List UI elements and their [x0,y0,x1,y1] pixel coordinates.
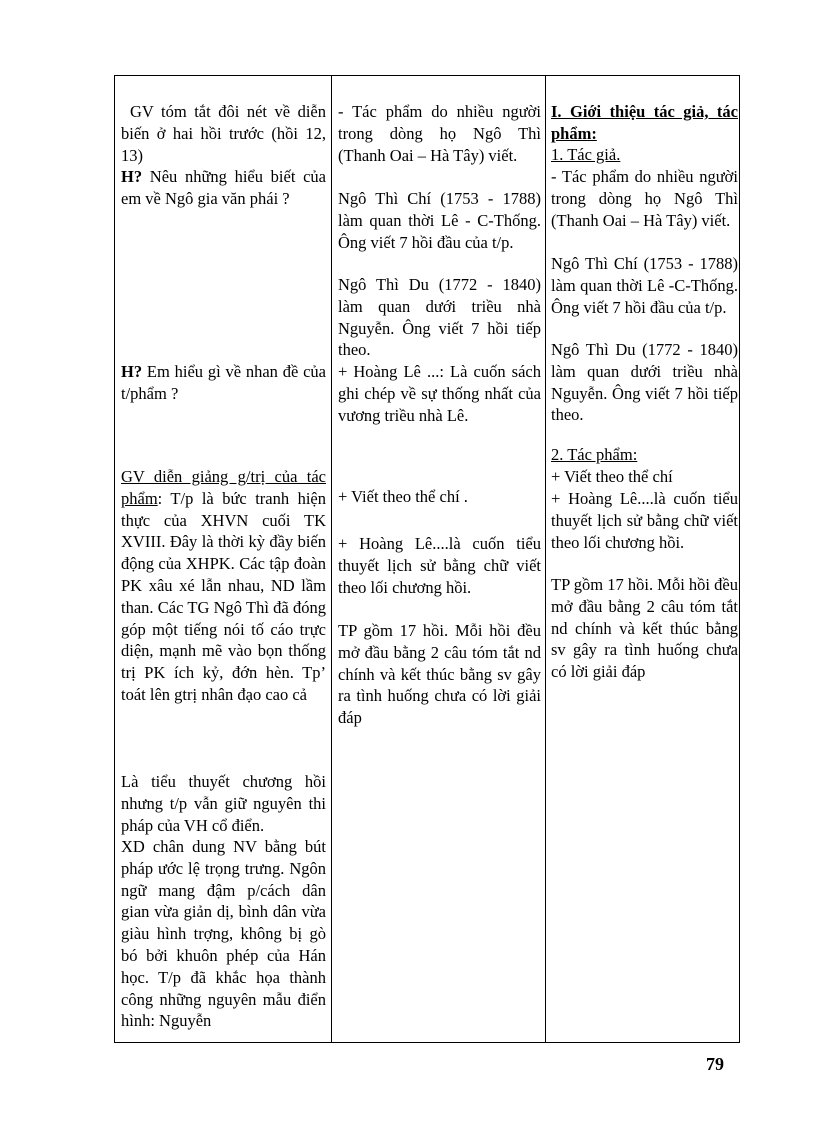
novel-description: + Hoàng Lê....là cuốn tiểu thuyết lịch sử bằng chữ viết theo lối chương hồi. [338,534,541,597]
style-paragraph: Là tiểu thuyết chương hồi nhưng t/p vẫn giữ nguyên thi pháp của VH cổ điển. [121,772,326,835]
lesson-table [114,75,740,1043]
author-ngo-thi-chi: Ngô Thì Chí (1753 - 1788) làm quan thời Lê - C-Thống. Ông viết 7 hồi đầu của t/p. [338,189,541,252]
question-title: H? Em hiểu gì về nhan đề của t/phẩm ? [121,362,326,403]
genre: + Viết theo thể chí [551,467,673,486]
author-intro: - Tác phẩm do nhiều người trong dòng họ Ngô Thì (Thanh Oai – Hà Tây) viết. [551,167,738,230]
subheading-author: 1. Tác giả. [551,145,621,164]
lecture-title: GV diễn giảng g/trị của tác phẩm [121,467,326,508]
teacher-summary: GV tóm tắt đôi nét về diễn biến ở hai hồi trước (hồi 12, 13) [121,102,326,165]
author-intro: - Tác phẩm do nhiều người trong dòng họ Ngô Thì (Thanh Oai – Hà Tây) viết. [338,102,541,165]
content-column [546,76,741,1042]
question-marker: H? [121,362,143,381]
section-heading: I. Giới thiệu tác giả, tác phẩm: [551,102,738,143]
title-meaning: + Hoàng Lê ...: Là cuốn sách ghi chép về sự thống nhất của vương triều nhà Lê. [338,362,541,425]
novel-description: + Hoàng Lê....là cuốn tiểu thuyết lịch sử bằng chữ viết theo lối chương hồi. [551,489,738,552]
author-ngo-thi-du: Ngô Thì Du (1772 - 1840) làm quan dưới triều nhà Nguyễn. Ông viết 7 hồi tiếp theo. [338,275,541,360]
lecture-paragraph: GV diễn giảng g/trị của tác phẩm: T/p là bức tranh hiện thực của XHVN cuối TK XVIII. Đây là thời kỳ đầy biến động của XHPK. Các tập đoàn PK xâu xé lẫn nhau, ND lầm than. Các TG Ngô Thì đã đóng góp một tiếng nói tố cáo trực diện, mạnh mẽ vào bọn thống trị PK ích kỷ, đớn hèn. Tp’ toát lên gtrị nhân đạo cao cả [121,467,326,704]
chapter-structure: TP gồm 17 hồi. Mỗi hồi đều mở đầu bằng 2 câu tóm tắt nd chính và kết thúc bằng sv gây ra tình huống chưa có lời giải đáp [551,575,738,682]
portrait-paragraph: XD chân dung NV bằng bút pháp ước lệ trọng trưng. Ngôn ngữ mang đậm p/cách dân gian vừa giản dị, bình dân vừa giàu hình trợng, không bị gò bó bởi khuôn phép của Hán học. T/p đã khắc họa thành công những nguyên mẫu điển hình: Nguyễn [121,837,326,1031]
genre: + Viết theo thể chí . [338,487,468,506]
question-author: H? Nêu những hiểu biết của em về Ngô gia văn phái ? [121,167,326,208]
author-ngo-thi-du: Ngô Thì Du (1772 - 1840) làm quan dưới triều nhà Nguyễn. Ông viết 7 hồi tiếp theo. [551,340,738,425]
student-activity-column [332,76,546,1042]
teacher-activity-column [115,76,332,1042]
question-marker: H? [121,167,143,186]
subheading-work: 2. Tác phẩm: [551,445,638,464]
chapter-structure: TP gồm 17 hồi. Mỗi hồi đều mở đầu bằng 2 câu tóm tắt nd chính và kết thúc bằng sv gây ra tình huống chưa có lời giải đáp [338,621,541,728]
author-ngo-thi-chi: Ngô Thì Chí (1753 - 1788) làm quan thời Lê -C-Thống. Ông viết 7 hồi đầu của t/p. [551,254,738,317]
page-number: 79 [706,1054,724,1074]
